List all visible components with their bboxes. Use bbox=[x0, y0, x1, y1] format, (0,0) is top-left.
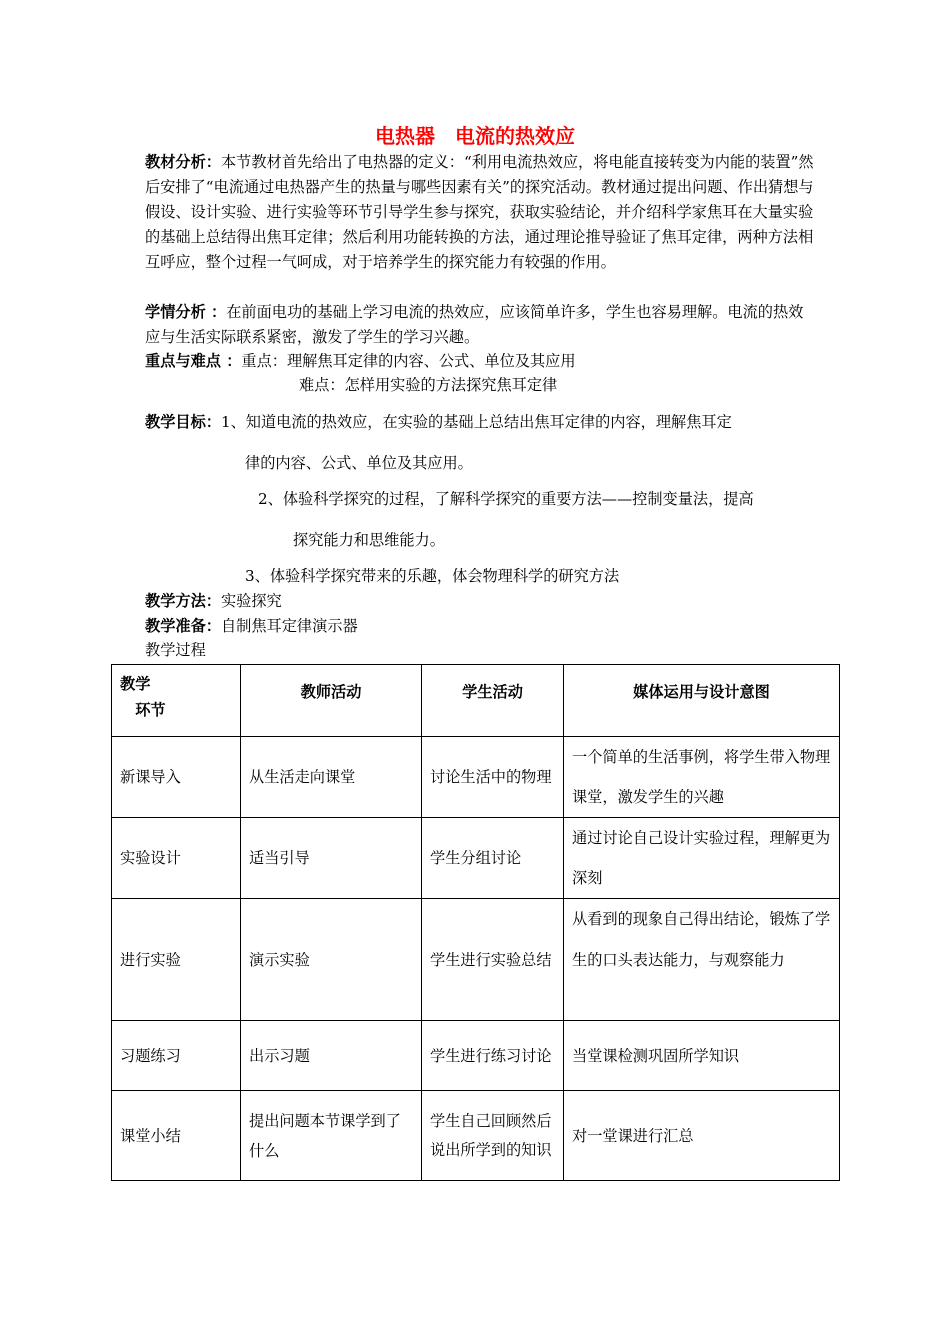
cell-teacher: 演示实验 bbox=[241, 899, 422, 1021]
header-student: 学生活动 bbox=[422, 665, 564, 737]
table-row bbox=[112, 737, 840, 818]
table-row bbox=[112, 1091, 840, 1181]
cell-stage: 习题练习 bbox=[112, 1021, 241, 1091]
cell-media: 从看到的现象自己得出结论，锻炼了学生的口头表达能力，与观察能力 bbox=[564, 899, 840, 1021]
process-table bbox=[111, 664, 840, 1181]
analysis-label: 教材分析： bbox=[145, 153, 221, 171]
cell-teacher: 适当引导 bbox=[241, 818, 422, 899]
cell-stage: 进行实验 bbox=[112, 899, 241, 1021]
keypoints-difficult: 难点：怎样用实验的方法探究焦耳定律 bbox=[299, 376, 558, 394]
keypoints-key: 重点：理解焦耳定律的内容、公式、单位及其应用 bbox=[241, 352, 576, 370]
prep-label: 教学准备： bbox=[145, 617, 221, 635]
learners-text: 在前面电功的基础上学习电流的热效应，应该简单许多，学生也容易理解。电流的热效应与生活实际联系紧密，激发了学生的学习兴趣。 bbox=[145, 303, 804, 346]
goal-1b: 律的内容、公式、单位及其应用。 bbox=[245, 454, 473, 472]
method-label: 教学方法： bbox=[145, 592, 221, 610]
cell-student: 学生进行实验总结 bbox=[422, 899, 564, 1021]
cell-media: 一个简单的生活事例，将学生带入物理课堂，激发学生的兴趣 bbox=[564, 737, 840, 818]
goal-1a: 1、知道电流的热效应，在实验的基础上总结出焦耳定律的内容，理解焦耳定 bbox=[220, 413, 732, 431]
table-row bbox=[112, 1021, 840, 1091]
process-label: 教学过程 bbox=[145, 641, 206, 659]
table-header-row bbox=[112, 665, 840, 737]
table-row bbox=[112, 899, 840, 1021]
learners-label: 学情分析 ： bbox=[145, 303, 227, 321]
goals-line-1 bbox=[145, 411, 732, 433]
goal-2b: 探究能力和思维能力。 bbox=[293, 531, 445, 549]
header-teacher: 教师活动 bbox=[241, 665, 422, 737]
cell-teacher: 出示习题 bbox=[241, 1021, 422, 1091]
page-title: 电热器 电流的热效应 bbox=[375, 124, 575, 148]
analysis-text: 本节教材首先给出了电热器的定义：“利用电流热效应，将电能直接转变为内能的装置”然后安排了“电流通过电热器产生的热量与哪些因素有关”的探究活动。教材通过提出问题、作出猜想与假设、设计实验、进行实验等环节引导学生参与探究，获取实验结论，并介绍科学家焦耳在大量实验的基础上总结得出焦耳定律；然后利用功能转换的方法，通过理论推导验证了焦耳定律，两种方法相互呼应，整个过程一气呵成，对于培养学生的探究能力有较强的作用。 bbox=[145, 153, 814, 271]
goal-3: 3、体验科学探究带来的乐趣，体会物理科学的研究方法 bbox=[245, 567, 620, 585]
cell-teacher: 提出问题本节课学到了什么 bbox=[241, 1091, 422, 1181]
cell-teacher: 从生活走向课堂 bbox=[241, 737, 422, 818]
cell-media: 通过讨论自己设计实验过程，理解更为深刻 bbox=[564, 818, 840, 899]
prep-text: 自制焦耳定律演示器 bbox=[220, 617, 358, 635]
cell-student: 学生进行练习讨论 bbox=[422, 1021, 564, 1091]
analysis-paragraph bbox=[145, 150, 815, 275]
cell-student: 讨论生活中的物理 bbox=[422, 737, 564, 818]
cell-student: 学生分组讨论 bbox=[422, 818, 564, 899]
header-stage: 教学 环节 bbox=[112, 665, 241, 737]
cell-stage: 课堂小结 bbox=[112, 1091, 241, 1181]
header-media: 媒体运用与设计意图 bbox=[564, 665, 840, 737]
cell-media: 当堂课检测巩固所学知识 bbox=[564, 1021, 840, 1091]
cell-media: 对一堂课进行汇总 bbox=[564, 1091, 840, 1181]
method-line bbox=[145, 590, 282, 612]
cell-student: 学生自己回顾然后说出所学到的知识 bbox=[422, 1091, 564, 1181]
method-text: 实验探究 bbox=[220, 592, 282, 610]
learners-paragraph bbox=[145, 300, 815, 350]
prep-line bbox=[145, 615, 358, 637]
keypoints-label: 重点与难点 ： bbox=[145, 352, 242, 370]
goals-label: 教学目标： bbox=[145, 413, 221, 431]
cell-stage: 实验设计 bbox=[112, 818, 241, 899]
cell-stage: 新课导入 bbox=[112, 737, 241, 818]
keypoints-line bbox=[145, 350, 576, 372]
goal-2a: 2、体验科学探究的过程，了解科学探究的重要方法——控制变量法，提高 bbox=[258, 490, 754, 508]
table-row bbox=[112, 818, 840, 899]
